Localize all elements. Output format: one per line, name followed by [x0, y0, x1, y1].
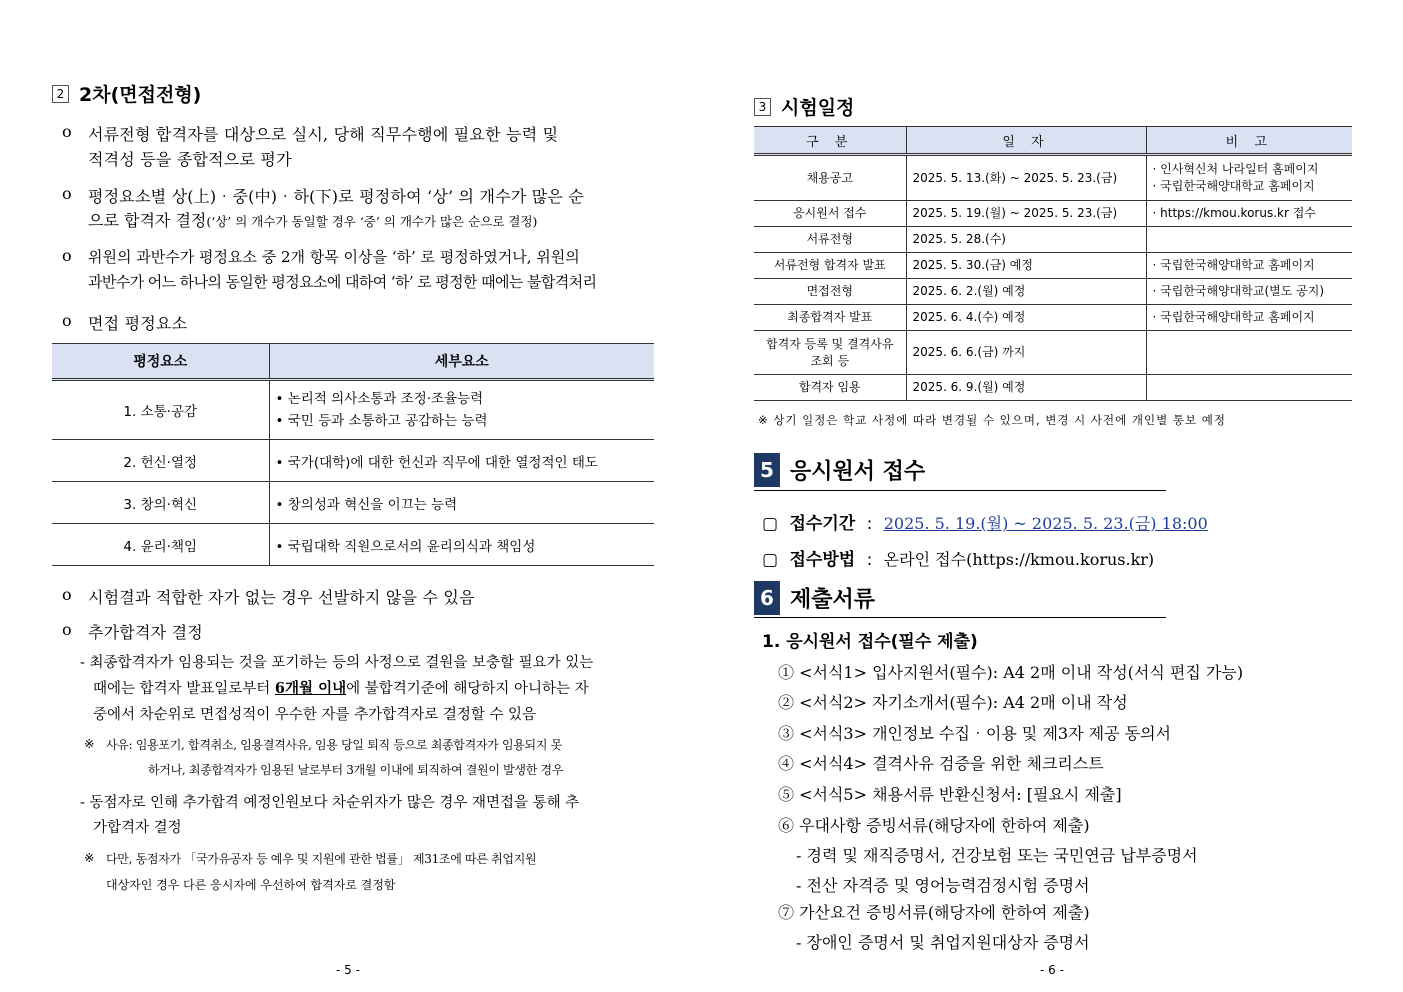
- emphasis-text: 6개월 이내: [274, 680, 347, 697]
- schedule-date: 2025. 6. 2.(월) 예정: [906, 279, 1146, 305]
- dash-text: 에 불합격기준에 해당하지 아니하는 자: [346, 681, 589, 697]
- note-text: 다만, 동점자가 「국가유공자 등 예우 및 지원에 관한 법률」 제31조에 따른 취업지원: [106, 852, 537, 866]
- separator: :: [866, 514, 873, 534]
- schedule-item: 최종합격자 발표: [754, 305, 906, 331]
- bullet-circle: o: [62, 122, 72, 141]
- subsection-title: 1. 응시원서 접수(필수 제출): [762, 632, 978, 652]
- section-heading-6: [754, 581, 875, 615]
- page-number: - 5 -: [336, 963, 360, 977]
- bullet-text: 시험결과 적합한 자가 없는 경우 선발하지 않을 수 있음: [88, 588, 475, 607]
- table-row: [754, 279, 1352, 305]
- eval-detail: • 국민 등과 소통하고 공감하는 능력: [275, 413, 488, 429]
- table-header: 세부요소: [269, 344, 654, 380]
- table-row: [754, 155, 1352, 201]
- section-heading-5: [754, 453, 925, 487]
- schedule-note: · 국립한국해양대학교(별도 공지): [1146, 279, 1352, 305]
- schedule-item: 서류전형: [754, 227, 906, 253]
- section-underline: [754, 617, 1166, 618]
- page-6: [700, 0, 1403, 992]
- section-number-box: 3: [754, 98, 771, 116]
- bullet-text: 적격성 등을 종합적으로 평가: [88, 150, 292, 169]
- section-title: 제출서류: [790, 587, 876, 613]
- table-header: 구 분: [754, 127, 906, 155]
- bullet-text: 위원의 과반수가 평정요소 중 2개 항목 이상을 ‘하’ 로 평정하였거나, 위원의: [88, 248, 580, 266]
- table-header: 평정요소: [52, 344, 269, 380]
- table-row: [754, 201, 1352, 227]
- document-item: ④ <서식4> 결격사유 검증을 위한 체크리스트: [778, 754, 1104, 773]
- schedule-note: · 인사혁신처 나라일터 홈페이지: [1152, 162, 1319, 176]
- checkbox-icon: ▢: [762, 514, 779, 534]
- document-item: ⑤ <서식5> 채용서류 반환신청서: [필요시 제출]: [778, 785, 1122, 804]
- bullet-circle: o: [62, 184, 72, 203]
- document-subitem: - 전산 자격증 및 영어능력검정시험 증명서: [796, 876, 1090, 895]
- table-row: [52, 440, 654, 482]
- table-header: 비 고: [1146, 127, 1352, 155]
- bullet-circle: o: [62, 585, 72, 604]
- schedule-item: 면접전형: [754, 279, 906, 305]
- eval-element: 1. 소통‧공감: [52, 380, 269, 440]
- table-row: [754, 305, 1352, 331]
- note-mark: ※: [84, 850, 95, 865]
- field-label: 접수방법: [789, 550, 856, 570]
- page-number: - 6 -: [1040, 963, 1064, 977]
- dash-text: 때에는 합격자 발표일로부터: [93, 681, 275, 697]
- schedule-item: 서류전형 합격자 발표: [754, 253, 906, 279]
- table-row: [52, 380, 654, 440]
- schedule-date: 2025. 6. 6.(금) 까지: [906, 331, 1146, 375]
- schedule-date: 2025. 5. 28.(수): [906, 227, 1146, 253]
- eval-detail: • 창의성과 혁신을 이끄는 능력: [269, 482, 654, 524]
- bullet-text: 평정요소별 상(上)‧중(中)‧하(下)로 평정하여 ‘상’ 의 개수가 많은 순: [88, 187, 585, 206]
- schedule-note: · https://kmou.korus.kr 접수: [1146, 201, 1352, 227]
- dash-text: 가합격자 결정: [93, 820, 182, 836]
- eval-detail: • 논리적 의사소통과 조정‧조율능력: [275, 391, 484, 407]
- schedule-note: · 국립한국해양대학교 홈페이지: [1146, 253, 1352, 279]
- eval-element: 3. 창의‧혁신: [52, 482, 269, 524]
- bullet-circle: o: [62, 246, 72, 265]
- field-label: 접수기간: [789, 514, 856, 534]
- table-header: 일 자: [906, 127, 1146, 155]
- note-mark: ※: [84, 736, 95, 751]
- document-item: ⑦ 가산요건 증빙서류(해당자에 한하여 제출): [778, 903, 1090, 922]
- bullet-text: 추가합격자 결정: [88, 623, 203, 642]
- table-row: [52, 524, 654, 566]
- document-subitem: - 경력 및 재직증명서, 건강보험 또는 국민연금 납부증명서: [796, 846, 1198, 865]
- bullet-circle: o: [62, 311, 72, 330]
- section-heading-2: [52, 80, 201, 107]
- schedule-table: [754, 126, 1352, 401]
- document-item: ② <서식2> 자기소개서(필수): A4 2매 이내 작성: [778, 693, 1128, 712]
- bullet-text: 서류전형 합격자를 대상으로 실시, 당해 직무수행에 필요한 능력 및: [88, 125, 559, 144]
- schedule-footnote: ※ 상기 일정은 학교 사정에 따라 변경될 수 있으며, 변경 시 사전에 개인별 통보 예정: [758, 413, 1226, 427]
- note-text: 하거나, 최종합격자가 임용된 날로부터 3개월 이내에 퇴직하여 결원이 발생한 경우: [148, 763, 564, 777]
- document-item: ③ <서식3> 개인정보 수집‧이용 및 제3자 제공 동의서: [778, 724, 1171, 743]
- eval-detail: • 국가(대학)에 대한 헌신과 직무에 대한 열정적인 태도: [269, 440, 654, 482]
- schedule-item: 합격자 임용: [754, 375, 906, 401]
- section-title: 응시원서 접수: [790, 459, 926, 485]
- evaluation-table: [52, 343, 654, 566]
- eval-detail: • 국립대학 직원으로서의 윤리의식과 책임성: [269, 524, 654, 566]
- schedule-item: 채용공고: [754, 155, 906, 201]
- section-number-box: 2: [52, 85, 69, 103]
- section-underline: [754, 490, 1166, 491]
- note-text: 사유: 임용포기, 합격취소, 임용결격사유, 임용 당일 퇴직 등으로 최종합격자가 임용되지 못: [106, 738, 562, 752]
- note-text: 대상자인 경우 다른 응시자에 우선하여 합격자로 결정함: [106, 878, 396, 892]
- table-row: [754, 253, 1352, 279]
- separator: :: [866, 550, 873, 570]
- document-item: ⑥ 우대사항 증빙서류(해당자에 한하여 제출): [778, 816, 1090, 835]
- schedule-date: 2025. 6. 4.(수) 예정: [906, 305, 1146, 331]
- section-number-badge: 6: [754, 581, 780, 615]
- schedule-item: 응시원서 접수: [754, 201, 906, 227]
- page-5: [0, 0, 700, 992]
- section-title: 2차(면접전형): [79, 84, 202, 106]
- eval-element: 2. 헌신‧열정: [52, 440, 269, 482]
- schedule-date: 2025. 5. 30.(금) 예정: [906, 253, 1146, 279]
- schedule-date: 2025. 5. 13.(화) ~ 2025. 5. 23.(금): [906, 155, 1146, 201]
- bullet-text: 과반수가 어느 하나의 동일한 평정요소에 대하여 ‘하’ 로 평정한 때에는 불합격처리: [88, 273, 597, 291]
- dash-text: 중에서 차순위로 면접성적이 우수한 자를 추가합격자로 결정할 수 있음: [93, 707, 537, 723]
- section-heading-3: [754, 93, 854, 120]
- schedule-note: · 국립한국해양대학교 홈페이지: [1152, 179, 1315, 193]
- document-item: ① <서식1> 입사지원서(필수): A4 2매 이내 작성(서식 편집 가능): [778, 663, 1244, 682]
- checkbox-icon: ▢: [762, 550, 779, 570]
- dash-text: - 동점자로 인해 추가합격 예정인원보다 차순위자가 많은 경우 재면접을 통해 추: [80, 795, 580, 811]
- schedule-item-line: 조회 등: [810, 353, 850, 368]
- table-row: [754, 375, 1352, 401]
- bullet-note: (‘상’ 의 개수가 동일할 경우 ‘중’ 의 개수가 많은 순으로 결정): [206, 214, 538, 229]
- method-value: 온라인 접수(https://kmou.korus.kr): [883, 550, 1155, 569]
- bullet-text: 면접 평정요소: [88, 314, 188, 333]
- schedule-item: [754, 331, 906, 375]
- schedule-note: · 국립한국해양대학교 홈페이지: [1146, 305, 1352, 331]
- schedule-date: 2025. 6. 9.(월) 예정: [906, 375, 1146, 401]
- period-link[interactable]: 2025. 5. 19.(월) ~ 2025. 5. 23.(금) 18:00: [883, 514, 1208, 533]
- schedule-item-line: 합격자 등록 및 결격사유: [766, 336, 894, 351]
- bullet-text: 으로 합격자 결정: [88, 211, 207, 230]
- document-subitem: - 장애인 증명서 및 취업지원대상자 증명서: [796, 933, 1090, 952]
- eval-element: 4. 윤리‧책임: [52, 524, 269, 566]
- table-row: [754, 331, 1352, 375]
- table-row: [754, 227, 1352, 253]
- dash-text: - 최종합격자가 임용되는 것을 포기하는 등의 사정으로 결원을 보충할 필요가 있는: [80, 655, 594, 671]
- table-row: [52, 482, 654, 524]
- section-number-badge: 5: [754, 453, 780, 487]
- section-title: 시험일정: [781, 97, 855, 119]
- schedule-date: 2025. 5. 19.(월) ~ 2025. 5. 23.(금): [906, 201, 1146, 227]
- bullet-circle: o: [62, 620, 72, 639]
